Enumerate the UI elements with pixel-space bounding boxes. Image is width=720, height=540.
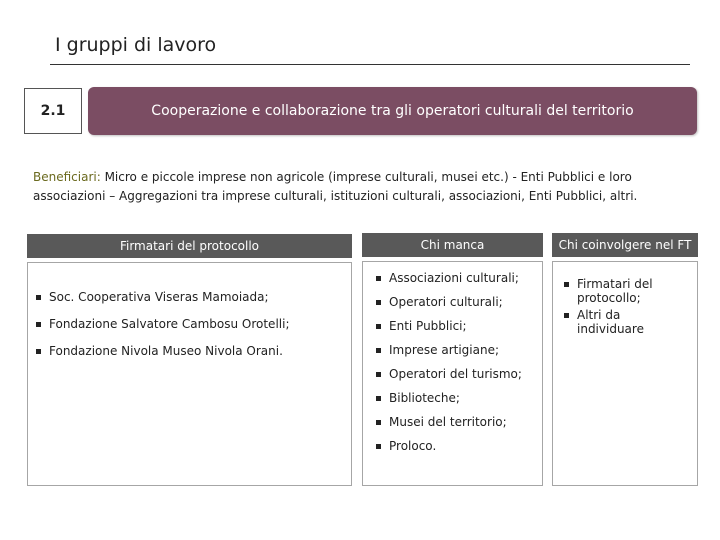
firmatari-header [27, 234, 352, 258]
ft-header [552, 233, 698, 257]
section-title: Cooperazione e collaborazione tra gli operatori culturali del territorio [151, 103, 634, 119]
manca-box [362, 261, 543, 486]
manca-list-item: Associazioni culturali; [374, 271, 542, 285]
manca-list [374, 271, 542, 453]
title-divider [50, 64, 690, 65]
ft-header-label: Chi coinvolgere nel FT [558, 238, 692, 252]
manca-list-item: Imprese artigiane; [374, 343, 542, 357]
manca-list-item: Proloco. [374, 439, 542, 453]
page-title: I gruppi di lavoro [55, 34, 217, 56]
manca-header [362, 233, 543, 257]
manca-header-label: Chi manca [420, 238, 485, 252]
section-number: 2.1 [24, 88, 82, 134]
beneficiari-paragraph [33, 168, 693, 206]
manca-list-item: Operatori culturali; [374, 295, 542, 309]
firmatari-header-label: Firmatari del protocollo [119, 239, 260, 253]
manca-list-item: Biblioteche; [374, 391, 542, 405]
ft-list-item: Firmatari del protocollo; [562, 277, 680, 305]
firmatari-box [27, 262, 352, 486]
ft-list-item: Altri da individuare [562, 308, 680, 336]
section-banner [88, 87, 697, 135]
ft-list [562, 277, 680, 336]
manca-list-item: Operatori del turismo; [374, 367, 542, 381]
beneficiari-label: Beneficiari: [33, 170, 101, 184]
manca-list-item: Enti Pubblici; [374, 319, 542, 333]
manca-list-item: Musei del territorio; [374, 415, 542, 429]
firmatari-list-item: Fondazione Salvatore Cambosu Orotelli; [34, 317, 351, 331]
firmatari-list [34, 290, 351, 358]
firmatari-list-item: Fondazione Nivola Museo Nivola Orani. [34, 344, 351, 358]
beneficiari-text: Micro e piccole imprese non agricole (imprese culturali, musei etc.) - Enti Pubblici e loro associazioni – Aggregazioni tra imprese culturali, istituzioni culturali, associazioni, Enti Pubblici, altri. [33, 170, 638, 203]
ft-box [552, 261, 698, 486]
firmatari-list-item: Soc. Cooperativa Viseras Mamoiada; [34, 290, 351, 304]
